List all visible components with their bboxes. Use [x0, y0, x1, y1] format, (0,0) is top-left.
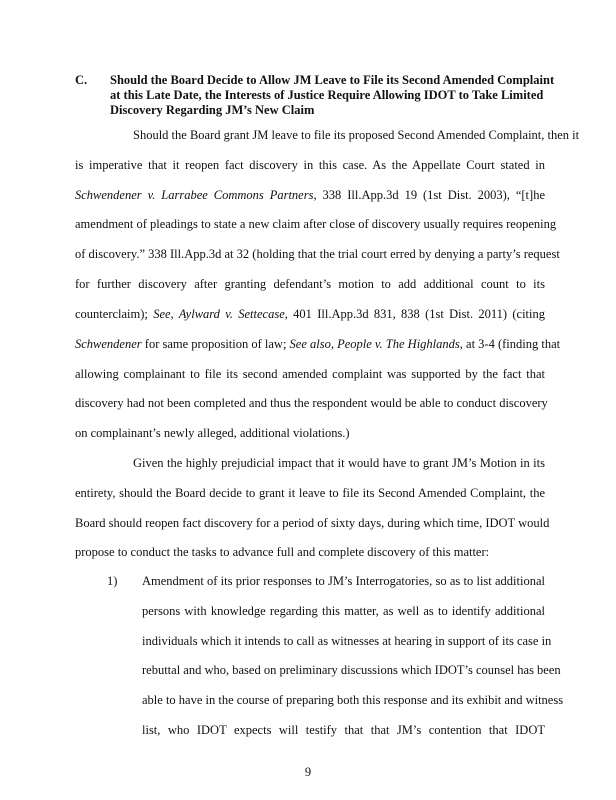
- text-line: for further discovery after granting defendant’s motion to add additional count to its: [75, 277, 545, 291]
- text-span: counterclaim);: [75, 307, 148, 321]
- text-line: Board should reopen fact discovery for a period of sixty days, during which time, IDOT would: [75, 516, 550, 530]
- text-line: Given the highly prejudicial impact that it would have to grant JM’s Motion in its: [133, 456, 545, 470]
- text-span: for same proposition of law;: [141, 337, 290, 351]
- text-line: [75, 307, 545, 322]
- text-line: [75, 337, 561, 352]
- text-line: [75, 188, 545, 203]
- text-span: , 338 Ill.App.3d 19 (1st Dist. 2003), “[t]he: [313, 188, 545, 202]
- list-text-line: list, who IDOT expects will testify that that JM’s contention that IDOT: [142, 723, 545, 737]
- text-line: entirety, should the Board decide to grant it leave to file its Second Amended Complaint, the: [75, 486, 545, 500]
- case-citation: See also, People v. The Highlands: [289, 337, 460, 351]
- list-text-line: Amendment of its prior responses to JM’s Interrogatories, so as to list additional: [142, 574, 545, 588]
- section-title-line: Should the Board Decide to Allow JM Leave to File its Second Amended Complaint: [110, 73, 555, 87]
- section-title: [110, 73, 555, 118]
- text-line: allowing complainant to file its second amended complaint was supported by the fact that: [75, 367, 545, 381]
- case-citation: Schwendener: [75, 337, 142, 351]
- text-span: , 401 Ill.App.3d 831, 838 (1st Dist. 2011) (citing: [284, 307, 546, 321]
- list-text-line: able to have in the course of preparing both this response and its exhibit and witness: [142, 693, 564, 707]
- section-title-line: Discovery Regarding JM’s New Claim: [110, 103, 315, 117]
- case-citation: See, Aylward v. Settecase: [153, 307, 285, 321]
- text-line: propose to conduct the tasks to advance full and complete discovery of this matter:: [75, 545, 490, 559]
- text-line: discovery had not been completed and thus the respondent would be able to conduct discovery: [75, 396, 548, 410]
- text-line: is imperative that it reopen fact discovery in this case. As the Appellate Court stated in: [75, 158, 545, 172]
- section-title-line: at this Late Date, the Interests of Justice Require Allowing IDOT to Take Limited: [110, 88, 544, 102]
- page-number: 9: [304, 765, 312, 779]
- list-text-line: individuals which it intends to call as witnesses at hearing in support of its case in: [142, 634, 552, 648]
- list-text-line: rebuttal and who, based on preliminary discussions which IDOT’s counsel has been: [142, 663, 561, 677]
- section-letter: C.: [75, 73, 88, 87]
- text-line: on complainant’s newly alleged, additional violations.): [75, 426, 350, 440]
- text-line: amendment of pleadings to state a new claim after close of discovery usually requires reopening: [75, 217, 557, 231]
- text-line: Should the Board grant JM leave to file its proposed Second Amended Complaint, then it: [133, 128, 580, 142]
- text-span: , at 3-4 (finding that: [459, 337, 561, 351]
- text-line: of discovery.” 338 Ill.App.3d at 32 (holding that the trial court erred by denying a party’s request: [75, 247, 560, 261]
- list-text-line: persons with knowledge regarding this matter, as well as to identify additional: [142, 604, 545, 618]
- list-number: 1): [107, 574, 118, 588]
- case-citation: Schwendener v. Larrabee Commons Partners: [75, 188, 314, 202]
